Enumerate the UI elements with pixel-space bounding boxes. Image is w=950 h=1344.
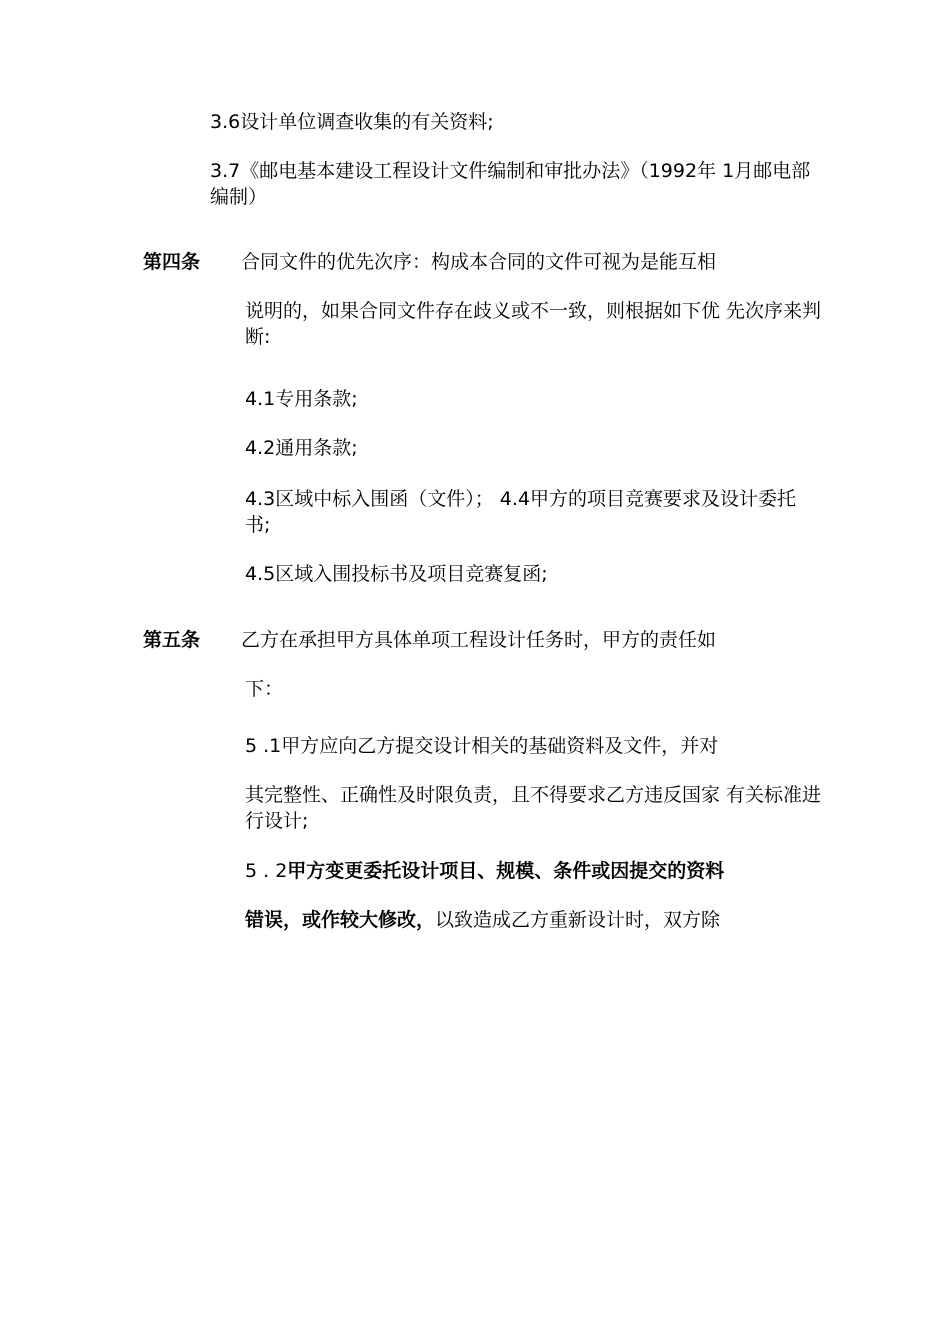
clause-4-5: 4.5区域入围投标书及项目竞赛复函; [245,563,548,585]
clause-5-2-rest: 以致造成乙方重新设计时，双方除 [435,909,721,931]
clause-5-2-b [245,907,720,933]
clause-4-1: 4.1专用条款; [245,388,358,410]
article-5-line1: 乙方在承担甲方具体单项工程设计任务时，甲方的责任如 [241,629,717,651]
article-4-line2: 说明的，如果合同文件存在歧义或不一致，则根据如下优 先次序来判断: [245,300,822,348]
clause-5-2-bold-text: 甲方变更委托设计项目、规模、条件或因提交的资料 [287,860,725,882]
clause-5-2-bold-continued: 错误，或作较大修改， [245,909,436,931]
clause-4-3-4-4: 4.3区域中标入围函（文件）； 4.4甲方的项目竞赛要求及设计委托书; [245,488,796,536]
clause-4-2: 4.2通用条款; [245,437,358,459]
clause-5-1-b: 其完整性、正确性及时限负责，且不得要求乙方违反国家 有关标准进行设计; [245,784,822,832]
article-4-label: 第四条 [143,251,201,273]
clause-5-1-a: 5 .1甲方应向乙方提交设计相关的基础资料及文件，并对 [245,735,719,757]
article-5-line2: 下： [245,678,284,700]
clause-5-2-a [245,858,724,884]
clause-5-2-number: 5 . 2 [245,860,288,882]
article-5-label: 第五条 [143,629,201,651]
article-4-line1: 合同文件的优先次序：构成本合同的文件可视为是能互相 [241,251,717,273]
clause-3-7: 3.7《邮电基本建设工程设计文件编制和审批办法》（1992年 1月邮电部编制） [210,160,811,208]
clause-3-6: 3.6设计单位调查收集的有关资料; [210,111,494,133]
